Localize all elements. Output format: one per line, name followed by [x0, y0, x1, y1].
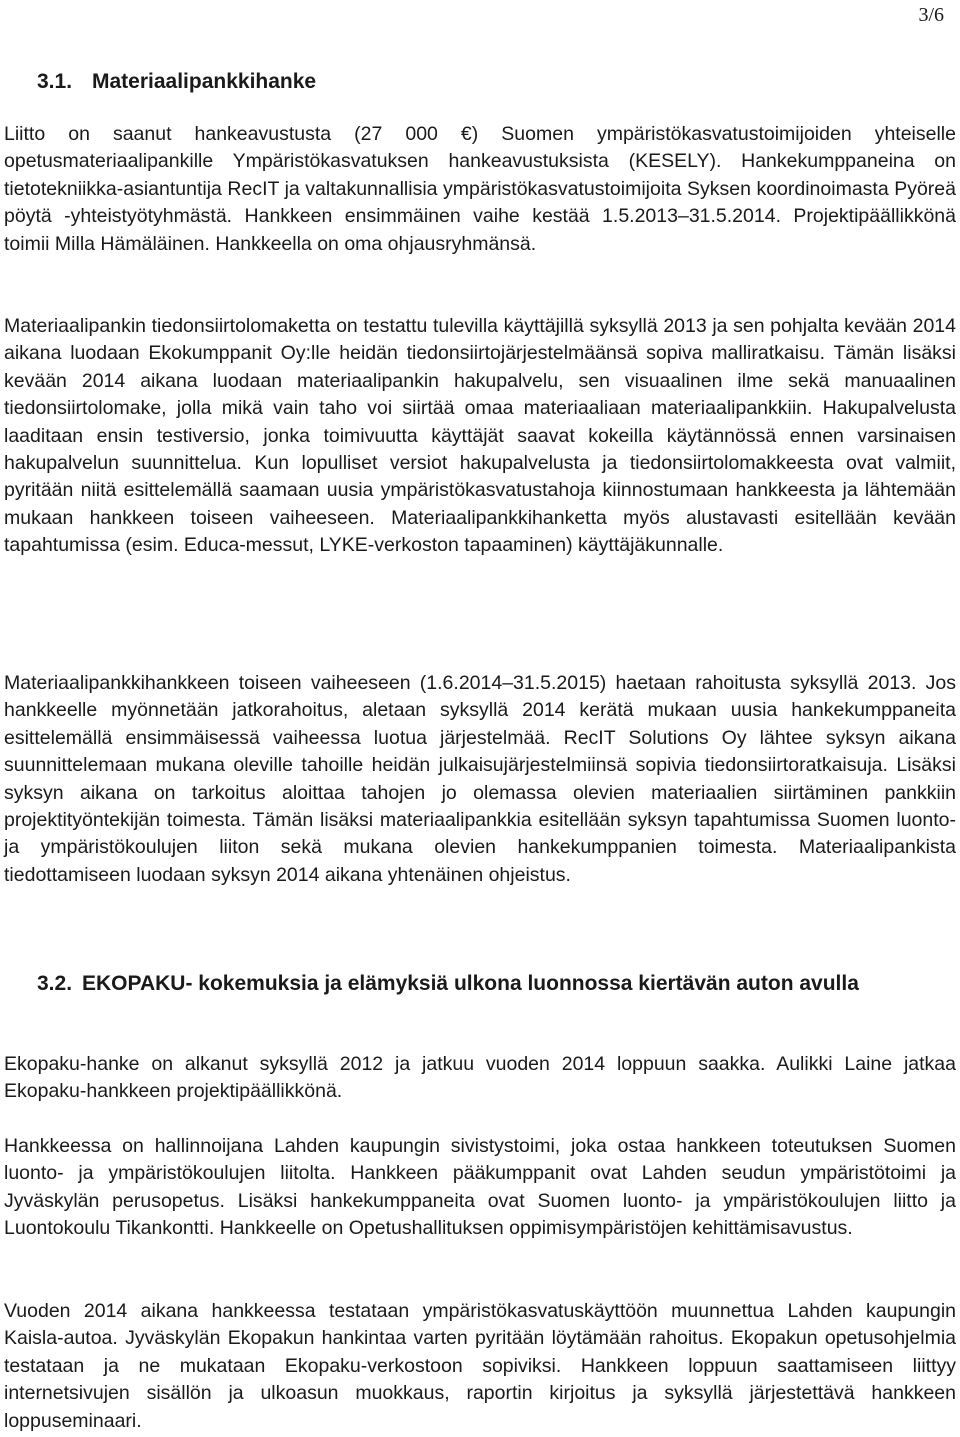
- section-number: 3.1.: [37, 70, 73, 93]
- section-title: EKOPAKU- kokemuksia ja elämyksiä ulkona luonnossa kiertävän auton avulla: [82, 972, 859, 995]
- paragraph: Hankkeessa on hallinnoijana Lahden kaupungin sivistystoimi, joka ostaa hankkeen toteutuksen Suomen luonto- ja ympäristökoulujen liitolta. Hankkeen pääkumppanit ovat Lahden seudun ympäristötoimi ja Jyväskylän perusopetus. Lisäksi hankekumppaneita ovat Suomen luonto- ja ympäristökoulujen liitto ja Luontokoulu Tikankontti. Hankkeelle on Opetushallituksen oppimisympäristöjen kehittämisavustus.: [4, 1135, 956, 1240]
- section-title: Materiaalipankkihanke: [92, 70, 317, 93]
- section-heading-3-1: [37, 68, 316, 96]
- paragraph: Ekopaku-hanke on alkanut syksyllä 2012 ja jatkuu vuoden 2014 loppuun saakka. Aulikki Laine jatkaa Ekopaku-hankkeen projektipäällikkönä.: [4, 1053, 956, 1103]
- section-heading-3-2: [37, 970, 956, 998]
- paragraph: Liitto on saanut hankeavustusta (27 000 €) Suomen ympäristökasvatustoimijoiden yhteiselle opetusmateriaalipankille Ympäristökasvatuksen hankeavustuksista (KESELY). Hankekumppaneina on tietotekniikka-asiantuntija RecIT ja valtakunnallisia ympäristökasvatustoimijoita Syksen koordinoimasta Pyöreä pöytä -yhteistyötyhmästä. Hankkeen ensimmäinen vaihe kestää 1.5.2013–31.5.2014. Projektipäällikkönä toimii Milla Hämäläinen. Hankkeella on oma ohjausryhmänsä.: [4, 123, 956, 255]
- paragraph: Materiaalipankkihankkeen toiseen vaiheeseen (1.6.2014–31.5.2015) haetaan rahoitusta syksyllä 2013. Jos hankkeelle myönnetään jatkorahoitus, aletaan syksyllä 2014 kerätä mukaan uusia hankekumppaneita esittelemällä ensimmäisessä vaiheessa luotua järjestelmää. RecIT Solutions Oy lähtee syksyn aikana suunnittelemaan mukana oleville tahoille heidän julkaisujärjestelmiinsä sopivia tiedonsiirtoratkaisuja. Lisäksi syksyn aikana on tarkoitus aloittaa tahojen jo olemassa olevien materiaalien siirtäminen pankkiin projektityöntekijän toimesta. Tämän lisäksi materiaalipankkia esitellään syksyn tapahtumissa Suomen luonto- ja ympäristökoulujen liiton sekä mukana olevien hankekumppanien toimesta. Materiaalipankista tiedottamiseen luodaan syksyn 2014 aikana yhtenäinen ohjeistus.: [4, 672, 956, 886]
- paragraph: Materiaalipankin tiedonsiirtolomaketta on testattu tulevilla käyttäjillä syksyllä 2013 ja sen pohjalta kevään 2014 aikana luodaan Ekokumppanit Oy:lle heidän tiedonsiirtojärjestelmäänsä sopiva malliratkaisu. Tämän lisäksi kevään 2014 aikana luodaan materiaalipankin hakupalvelu, sen visuaalinen ilme sekä manuaalinen tiedonsiirtolomake, jolla mikä vain taho voi siirtää omaa materiaaliaan materiaalipankkiin. Hakupalvelusta laaditaan ensin testiversio, jonka toimivuutta käyttäjät saavat kokeilla käytännössä ennen varsinaisen hakupalvelun suunnittelua. Kun lopulliset versiot hakupalvelusta ja tiedonsiirtolomakkeesta ovat valmiit, pyritään niitä esittelemällä saamaan uusia ympäristökasvatustahoja kiinnostumaan hankkeesta ja lähtemään mukaan hankkeen toiseen vaiheeseen. Materiaalipankkihanketta myös alustavasti esitellään kevään tapahtumissa (esim. Educa-messut, LYKE-verkoston tapaaminen) käyttäjäkunnalle.: [4, 315, 956, 557]
- paragraph: Vuoden 2014 aikana hankkeessa testataan ympäristökasvatuskäyttöön muunnettua Lahden kaupungin Kaisla-autoa. Jyväskylän Ekopakun hankintaa varten pyritään löytämään rahoitus. Ekopakun opetusohjelmia testataan ja ne mukataan Ekopaku-verkostoon sopiviksi. Hankkeen loppuun saattamiseen liittyy internetsivujen sisällön ja ulkoasun muokkaus, raportin kirjoitus ja syksyllä järjestettävä hankkeen loppuseminaari.: [4, 1300, 956, 1432]
- page-number: 3/6: [918, 4, 944, 26]
- section-number: 3.2.: [37, 972, 73, 995]
